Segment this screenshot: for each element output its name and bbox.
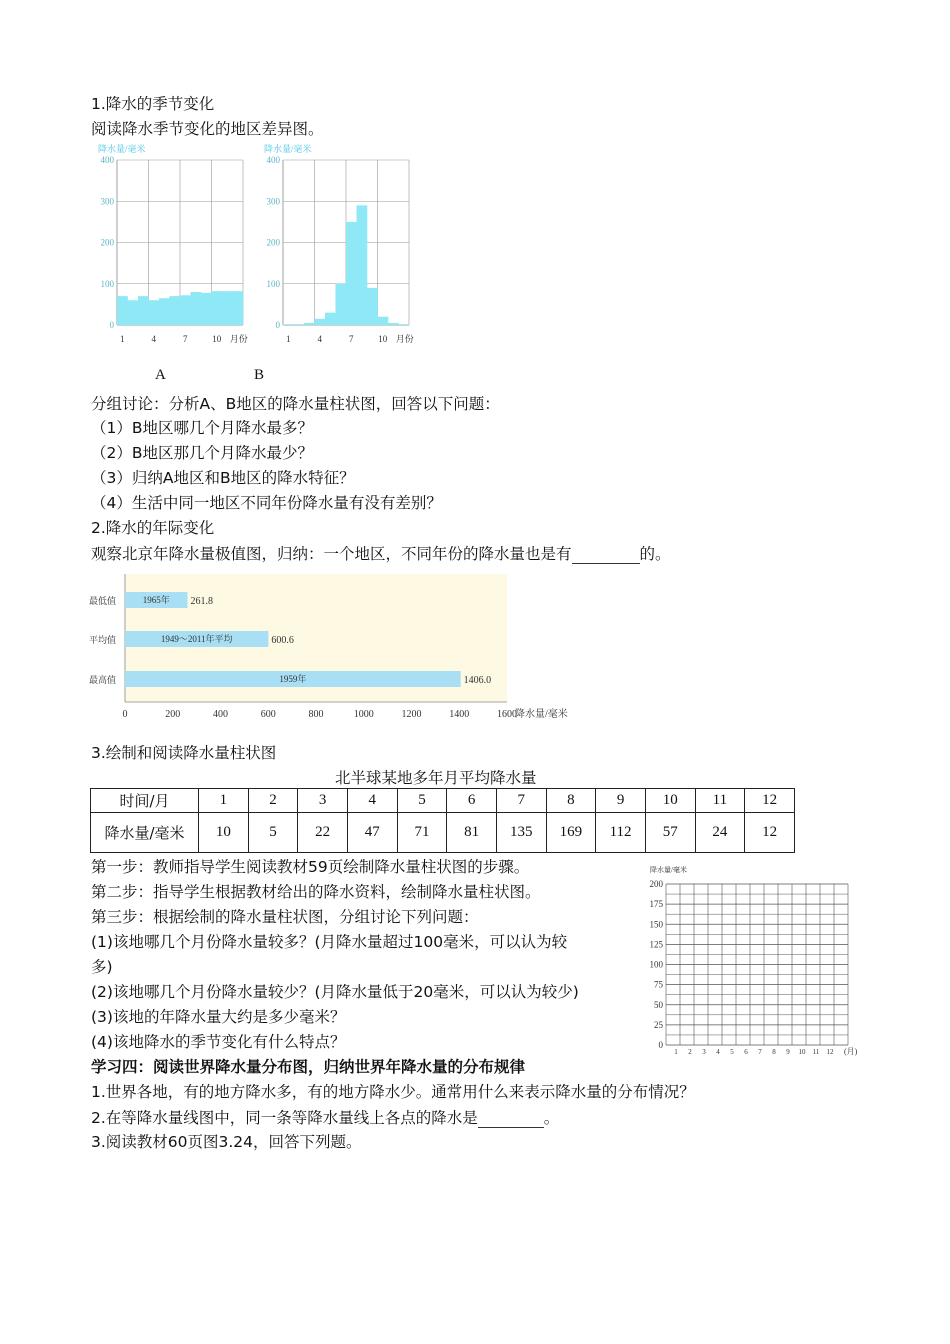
- x-tick-label: 1: [674, 1048, 678, 1056]
- blank-grid-lines: [666, 884, 848, 1045]
- bar-month-11: [222, 291, 233, 325]
- x-tick-label: 月份: [395, 334, 414, 344]
- bar-month-5: [159, 298, 170, 325]
- chart-a: [90, 140, 252, 350]
- table-cell: 2: [248, 789, 298, 813]
- section4-answer-blank[interactable]: [478, 1107, 544, 1128]
- x-tick-label: 7: [349, 334, 354, 344]
- table-cell: 5: [397, 789, 447, 813]
- x-tick-label: 7: [758, 1048, 762, 1056]
- y-tick-label: 50: [654, 999, 663, 1010]
- table-cell: 8: [546, 789, 596, 813]
- x-tick-label: 1200: [401, 709, 422, 720]
- y-tick-label: 200: [100, 237, 114, 248]
- discussion-q3: （3）归纳A地区和B地区的降水特征？: [91, 469, 355, 487]
- table-cell: 9: [596, 789, 646, 813]
- section4-title: 学习四：阅读世界降水量分布图，归纳世界年降水量的分布规律: [91, 1058, 526, 1076]
- bar-month-9: [201, 293, 212, 325]
- y-tick-label: 100: [100, 278, 114, 289]
- x-tick-label: 月份: [229, 334, 248, 344]
- x-tick-label: 200: [165, 709, 181, 720]
- x-tick-label: 9: [786, 1048, 790, 1056]
- table-cell: 12: [745, 789, 795, 813]
- value-label: 600.6: [271, 635, 294, 646]
- question-1-line2: 多): [91, 958, 113, 976]
- bar-month-2: [128, 300, 139, 325]
- table-cell: 22: [298, 813, 348, 853]
- x-tick-label: 1600: [497, 709, 517, 720]
- section2-text-after: 的。: [639, 545, 671, 563]
- x-tick-label: 7: [183, 334, 188, 344]
- beijing-chart: [85, 572, 585, 724]
- section4-item3: 3.阅读教材60页图3.24，回答下列题。: [91, 1133, 362, 1151]
- section4-item1: 1.世界各地，有的地方降水多，有的地方降水少。通常用什么来表示降水量的分布情况？: [91, 1083, 695, 1101]
- chart-b: [256, 140, 418, 350]
- table-cell: 6: [447, 789, 497, 813]
- chart-a-caption: A: [155, 367, 166, 383]
- bar-month-1: [283, 324, 294, 325]
- question-3: (3)该地的年降水量大约是多少毫米？: [91, 1008, 346, 1026]
- bar-month-3: [304, 323, 315, 325]
- table-cell: 10: [645, 789, 695, 813]
- step-2: 第二步：指导学生根据教材给出的降水资料，绘制降水量柱状图。: [91, 883, 541, 901]
- table-cell: 169: [546, 813, 596, 853]
- table-cell: 3: [298, 789, 348, 813]
- bar-month-5: [325, 313, 336, 325]
- section2-answer-blank[interactable]: [572, 543, 640, 564]
- y-tick-label: 75: [654, 979, 663, 990]
- x-tick-label: 1: [120, 334, 125, 344]
- bar-month-7: [180, 295, 191, 325]
- section2-title: 2.降水的年际变化: [91, 519, 215, 537]
- table-cell: 10: [199, 813, 249, 853]
- bar-month-12: [233, 291, 244, 325]
- table-cell: 7: [496, 789, 546, 813]
- x-tick-label: 4: [151, 334, 156, 344]
- y-tick-label: 400: [100, 155, 114, 165]
- x-tick-label: 4: [716, 1048, 720, 1056]
- beijing-xticks: [123, 709, 518, 720]
- y-tick-label: 300: [100, 196, 114, 207]
- table-cell: 112: [596, 813, 646, 853]
- y-tick-label: 125: [649, 939, 663, 950]
- precip-table: [90, 788, 795, 853]
- section3-title: 3.绘制和阅读降水量柱状图: [91, 744, 277, 762]
- bar-month-11: [388, 323, 399, 325]
- table-header-precip: 降水量/毫米: [91, 813, 199, 853]
- y-tick-label: 150: [649, 919, 663, 930]
- bar-label: 1965年: [142, 595, 170, 605]
- y-tick-label: 300: [266, 196, 280, 207]
- table-cell: 81: [447, 813, 497, 853]
- chart-a-yticks: [101, 155, 115, 330]
- y-tick-label: 200: [266, 237, 280, 248]
- value-label: 261.8: [190, 596, 214, 607]
- x-tick-label: 6: [744, 1048, 748, 1056]
- section2-text: [91, 543, 671, 564]
- table-title: 北半球某地多年月平均降水量: [335, 769, 537, 787]
- x-tick-label: 0: [122, 709, 128, 720]
- chart-a-bars: [117, 291, 243, 325]
- chart-b-xticks: [286, 333, 414, 344]
- bar-month-6: [336, 284, 347, 325]
- bar-month-7: [346, 222, 357, 325]
- blank-grid-xticks: [674, 1048, 834, 1056]
- table-cell: 5: [248, 813, 298, 853]
- table-cell: 11: [695, 789, 745, 813]
- bar-month-1: [117, 296, 128, 325]
- bar-month-4: [149, 300, 160, 325]
- discussion-q1: （1）B地区哪几个月降水最多？: [91, 419, 313, 437]
- bar-label: 1949～2011年平均: [160, 634, 233, 644]
- discussion-q4: （4）生活中同一地区不同年份降水量有没有差别？: [91, 494, 442, 512]
- table-row-months: [91, 789, 795, 813]
- x-tick-label: 11: [812, 1048, 820, 1056]
- x-tick-label: 800: [308, 709, 324, 720]
- beijing-xlabel: 降水量/毫米: [515, 709, 568, 720]
- bar-month-8: [357, 205, 368, 325]
- table-cell: 4: [347, 789, 397, 813]
- chart-b-yticks: [267, 155, 281, 330]
- x-tick-label: 3: [702, 1048, 706, 1056]
- y-tick-label: 0: [109, 320, 114, 330]
- table-cell: 24: [695, 813, 745, 853]
- category-label: 最低值: [89, 596, 117, 606]
- chart-b-ylabel: 降水量/毫米: [264, 144, 312, 154]
- question-2: (2)该地哪几个月份降水量较少？(月降水量低于20毫米，可以认为较少): [91, 983, 579, 1001]
- bar-month-10: [212, 291, 223, 325]
- section4-item2-after: 。: [543, 1109, 560, 1127]
- y-tick-label: 25: [654, 1019, 663, 1030]
- section4-item2: [91, 1107, 559, 1128]
- y-tick-label: 400: [266, 155, 280, 165]
- bar-month-12: [399, 324, 410, 325]
- chart-b-caption: B: [254, 367, 265, 383]
- y-tick-label: 175: [649, 899, 663, 910]
- question-1-line1: (1)该地哪几个月份降水量较多？(月降水量超过100毫米，可以认为较: [91, 933, 568, 951]
- question-4: (4)该地降水的季节变化有什么特点？: [91, 1033, 346, 1051]
- bar-month-6: [170, 296, 181, 325]
- blank-grid-yticks: [650, 879, 664, 1050]
- table-cell: 1: [199, 789, 249, 813]
- y-tick-label: 100: [266, 278, 280, 289]
- x-tick-label: 1: [286, 334, 291, 344]
- category-label: 最高值: [89, 675, 117, 685]
- y-tick-label: 0: [275, 320, 280, 330]
- blank-grid-xlabel: (月): [844, 1047, 858, 1056]
- x-tick-label: 1400: [449, 709, 470, 720]
- section1-title: 1.降水的季节变化: [91, 95, 215, 113]
- y-tick-label: 0: [658, 1040, 663, 1050]
- table-cell: 57: [645, 813, 695, 853]
- y-tick-label: 100: [649, 959, 663, 970]
- table-cell: 12: [745, 813, 795, 853]
- x-tick-label: 2: [688, 1048, 692, 1056]
- value-label: 1406.0: [463, 675, 492, 686]
- discussion-q2: （2）B地区那几个月降水最少？: [91, 444, 313, 462]
- table-row-precip: [91, 813, 795, 853]
- x-tick-label: 1000: [353, 709, 374, 720]
- category-label: 平均值: [89, 635, 117, 645]
- bar-month-10: [378, 317, 389, 325]
- section4-item2-before: 2.在等降水量线图中，同一条等降水量线上各点的降水是: [91, 1109, 478, 1127]
- table-cell: 135: [496, 813, 546, 853]
- step-3: 第三步：根据绘制的降水量柱状图，分组讨论下列问题：: [91, 908, 479, 926]
- x-tick-label: 10: [212, 334, 222, 344]
- table-header-month: 时间/月: [91, 789, 199, 813]
- bar-month-3: [138, 296, 149, 325]
- bar-month-8: [191, 292, 202, 325]
- y-tick-label: 200: [649, 879, 663, 889]
- table-cell: 71: [397, 813, 447, 853]
- x-tick-label: 12: [826, 1048, 834, 1056]
- x-tick-label: 8: [772, 1048, 776, 1056]
- x-tick-label: 600: [260, 709, 276, 720]
- blank-grid-ylabel: 降水量/毫米: [650, 866, 687, 874]
- section1-intro: 阅读降水季节变化的地区差异图。: [91, 120, 324, 138]
- bar-month-9: [367, 288, 378, 325]
- table-cell: 47: [347, 813, 397, 853]
- x-tick-label: 400: [213, 709, 228, 720]
- section2-text-before: 观察北京年降水量极值图，归纳：一个地区，不同年份的降水量也是有: [91, 545, 572, 563]
- chart-a-ylabel: 降水量/毫米: [98, 144, 146, 154]
- discussion-intro: 分组讨论：分析A、B地区的降水量柱状图，回答以下问题：: [91, 395, 500, 413]
- blank-grid-chart: [642, 862, 862, 1062]
- bar-month-2: [294, 324, 305, 325]
- chart-a-xticks: [120, 333, 248, 344]
- x-tick-label: 10: [378, 334, 388, 344]
- step-1: 第一步：教师指导学生阅读教材59页绘制降水量柱状图的步骤。: [91, 858, 530, 876]
- x-tick-label: 5: [730, 1048, 734, 1056]
- x-tick-label: 4: [317, 334, 322, 344]
- x-tick-label: 10: [798, 1048, 806, 1056]
- bar-label: 1959年: [279, 674, 307, 684]
- bar-month-4: [315, 319, 326, 325]
- chart-b-bars: [283, 205, 409, 325]
